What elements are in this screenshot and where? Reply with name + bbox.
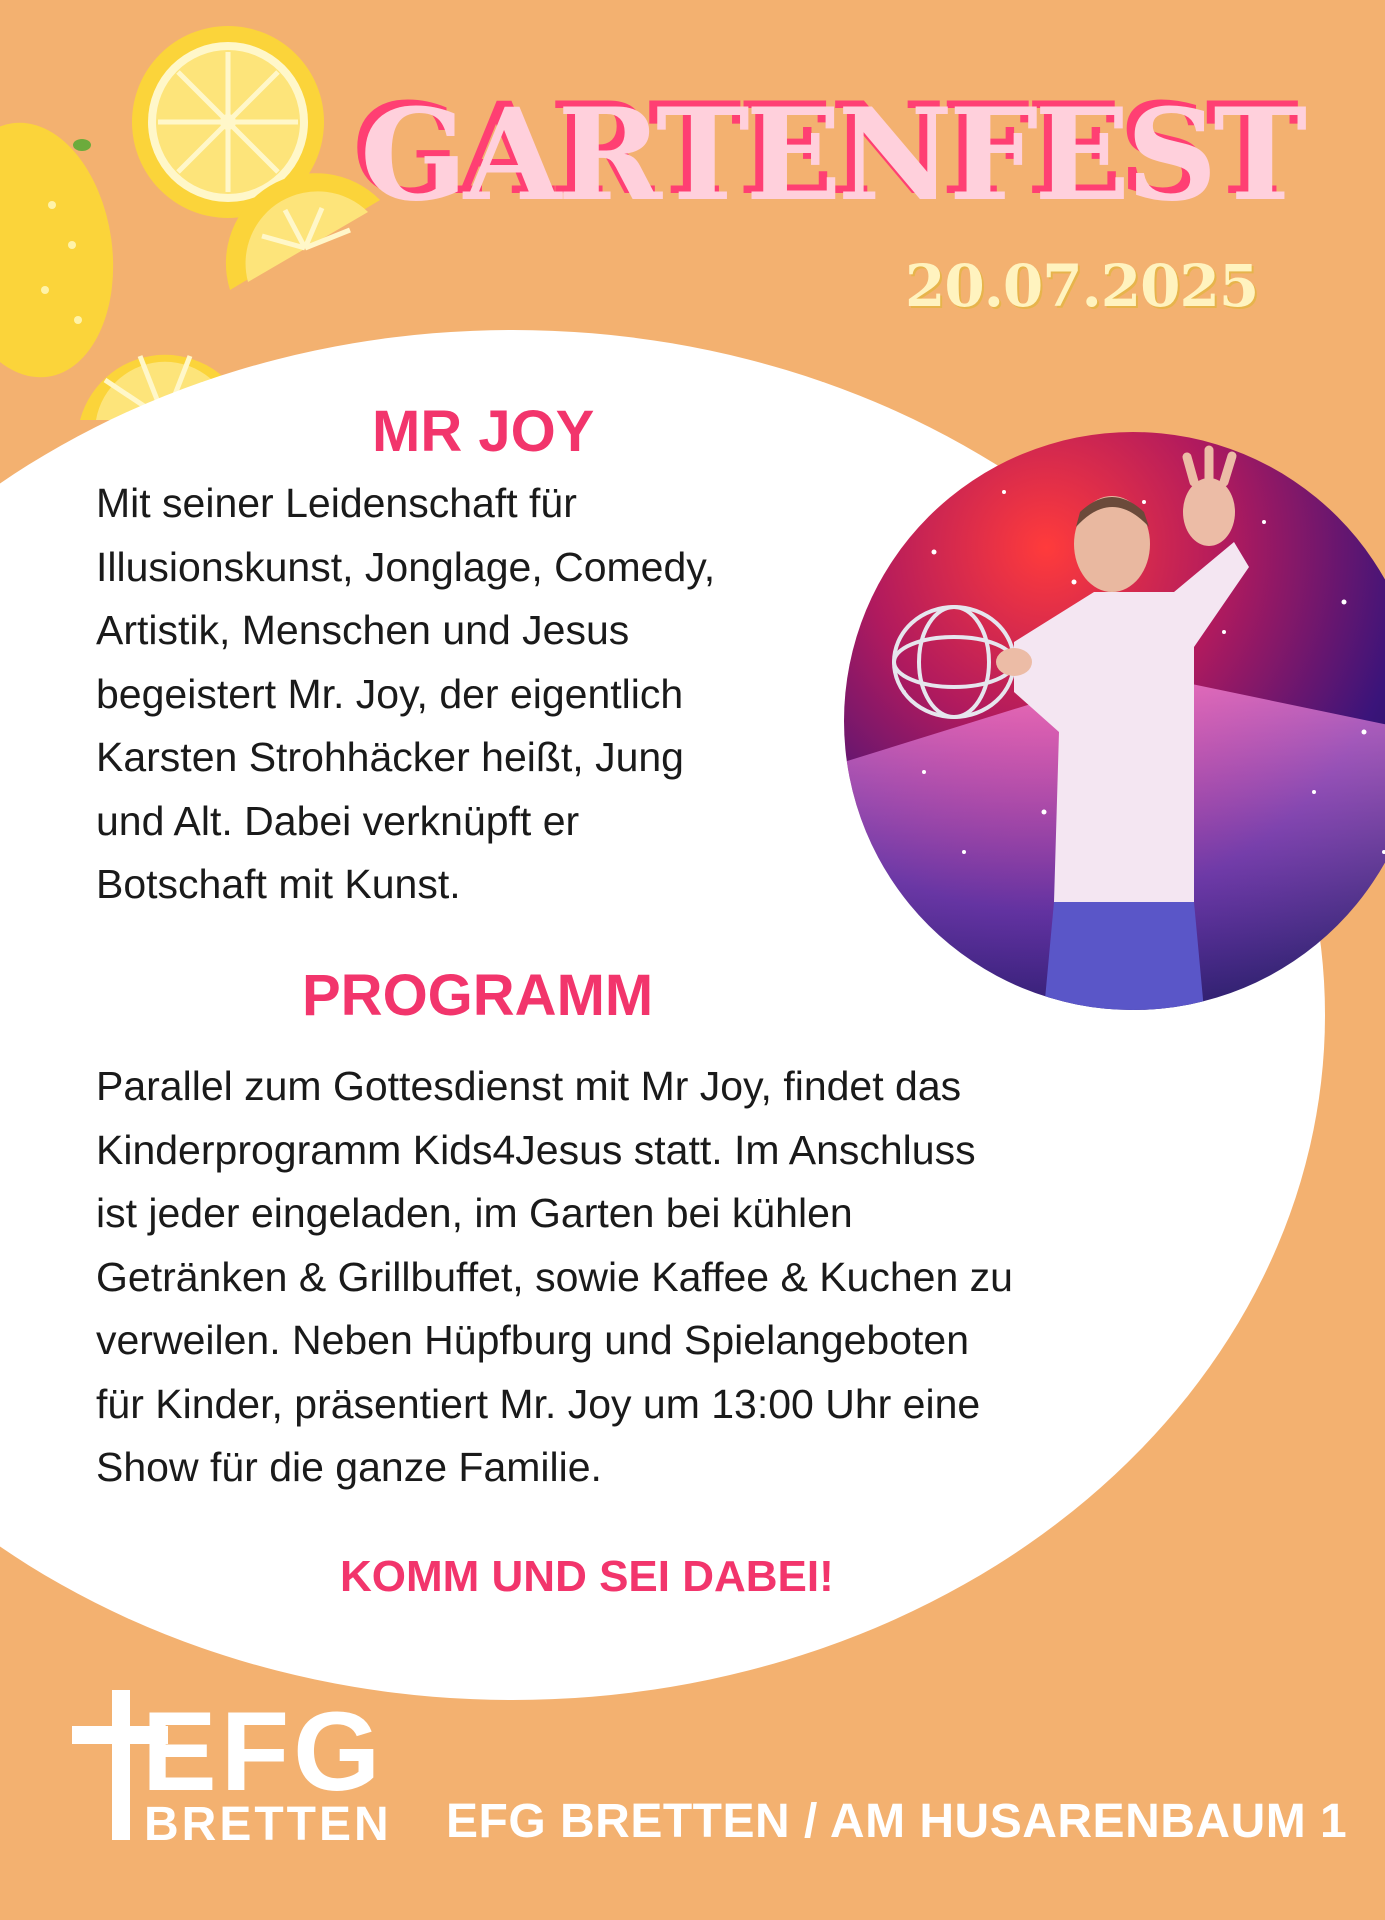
text-line: Kinderprogramm Kids4Jesus statt. Im Anschluss bbox=[96, 1126, 976, 1173]
program-description bbox=[96, 1055, 1246, 1500]
lemon-icon bbox=[0, 112, 129, 388]
text-line: ist jeder eingeladen, im Garten bei kühlen bbox=[96, 1190, 853, 1236]
logo-main-text: EFG bbox=[142, 1690, 385, 1814]
text-line: Mit seiner Leidenschaft für bbox=[96, 480, 577, 526]
text-line: verweilen. Neben Hüpfburg und Spielangeboten bbox=[96, 1317, 970, 1363]
event-date: 20.07.2025 bbox=[905, 252, 1259, 320]
call-to-action: KOMM UND SEI DABEI! bbox=[340, 1552, 834, 1601]
text-line: Parallel zum Gottesdienst mit Mr Joy, findet das bbox=[96, 1063, 962, 1109]
logo-sub-text: BRETTEN bbox=[144, 1798, 392, 1851]
text-line: begeistert Mr. Joy, der eigentlich bbox=[96, 670, 684, 717]
event-title: GARTENFEST bbox=[360, 81, 1304, 229]
performer-photo bbox=[844, 432, 1385, 1010]
artist-description bbox=[96, 472, 856, 917]
text-line: Botschaft mit Kunst. bbox=[96, 861, 461, 907]
efg-bretten-logo bbox=[72, 1690, 402, 1860]
venue-address: EFG BRETTEN / AM HUSARENBAUM 1 bbox=[446, 1795, 1348, 1848]
text-line: Getränken & Grillbuffet, sowie Kaffee & Kuchen zu bbox=[96, 1253, 1013, 1300]
text-line: und Alt. Dabei verknüpft er bbox=[96, 797, 580, 844]
program-heading: PROGRAMM bbox=[302, 963, 654, 1028]
text-line: Illusionskunst, Jonglage, Comedy, bbox=[96, 543, 716, 590]
text-line: Karsten Strohhäcker heißt, Jung bbox=[96, 734, 684, 780]
text-line: Artistik, Menschen und Jesus bbox=[96, 607, 630, 653]
text-line: Show für die ganze Familie. bbox=[96, 1444, 602, 1490]
text-line: für Kinder, präsentiert Mr. Joy um 13:00 Uhr eine bbox=[96, 1380, 981, 1427]
artist-heading: MR JOY bbox=[372, 399, 595, 464]
